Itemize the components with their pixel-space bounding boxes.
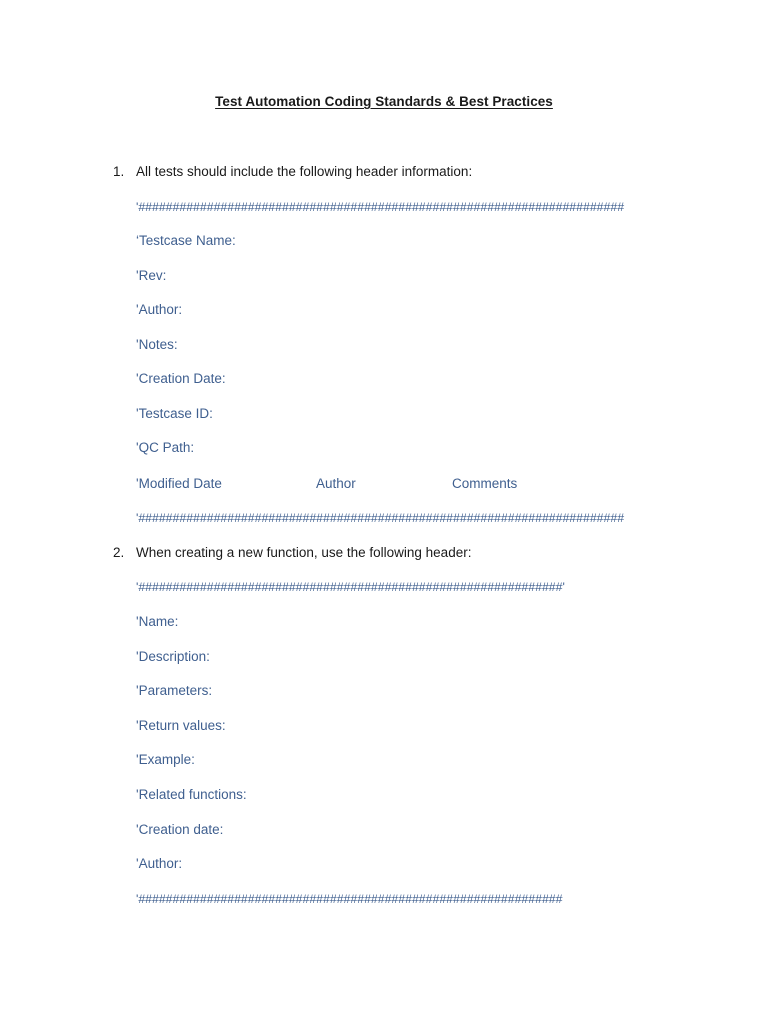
example-line: 'Example: bbox=[136, 752, 195, 767]
notes-line: 'Notes: bbox=[136, 337, 178, 352]
document-title: Test Automation Coding Standards & Best Practices bbox=[215, 94, 553, 109]
section-1-number: 1. bbox=[113, 164, 125, 179]
name-line: 'Name: bbox=[136, 614, 179, 629]
section-2-heading bbox=[113, 545, 471, 560]
author-line: 'Author: bbox=[136, 302, 183, 317]
description-line: 'Description: bbox=[136, 649, 210, 664]
testcase-id-line: 'Testcase ID: bbox=[136, 406, 213, 421]
section-1-heading bbox=[113, 164, 472, 179]
function-creation-date-line: 'Creation date: bbox=[136, 822, 224, 837]
function-author-line: 'Author: bbox=[136, 856, 183, 871]
qc-path-line: 'QC Path: bbox=[136, 440, 195, 455]
section-1-hash-open: '####################################################################### bbox=[136, 200, 625, 214]
section-2-hash-open: '##############################################################' bbox=[136, 580, 565, 594]
section-2-hash-close: '############################################################## bbox=[136, 892, 563, 906]
creation-date-line: 'Creation Date: bbox=[136, 371, 226, 386]
author-column: Author bbox=[316, 476, 356, 491]
parameters-line: 'Parameters: bbox=[136, 683, 213, 698]
section-2-heading-text: When creating a new function, use the following header: bbox=[136, 545, 472, 560]
testcase-name-line: ‘Testcase Name: bbox=[136, 233, 236, 248]
comments-column: Comments bbox=[452, 476, 518, 491]
related-functions-line: 'Related functions: bbox=[136, 787, 247, 802]
section-1-heading-text: All tests should include the following header information: bbox=[136, 164, 473, 179]
return-values-line: 'Return values: bbox=[136, 718, 226, 733]
modified-date-column: 'Modified Date bbox=[136, 476, 222, 491]
rev-line: 'Rev: bbox=[136, 268, 167, 283]
section-2-number: 2. bbox=[113, 545, 125, 560]
section-1-hash-close: '####################################################################### bbox=[136, 511, 625, 525]
